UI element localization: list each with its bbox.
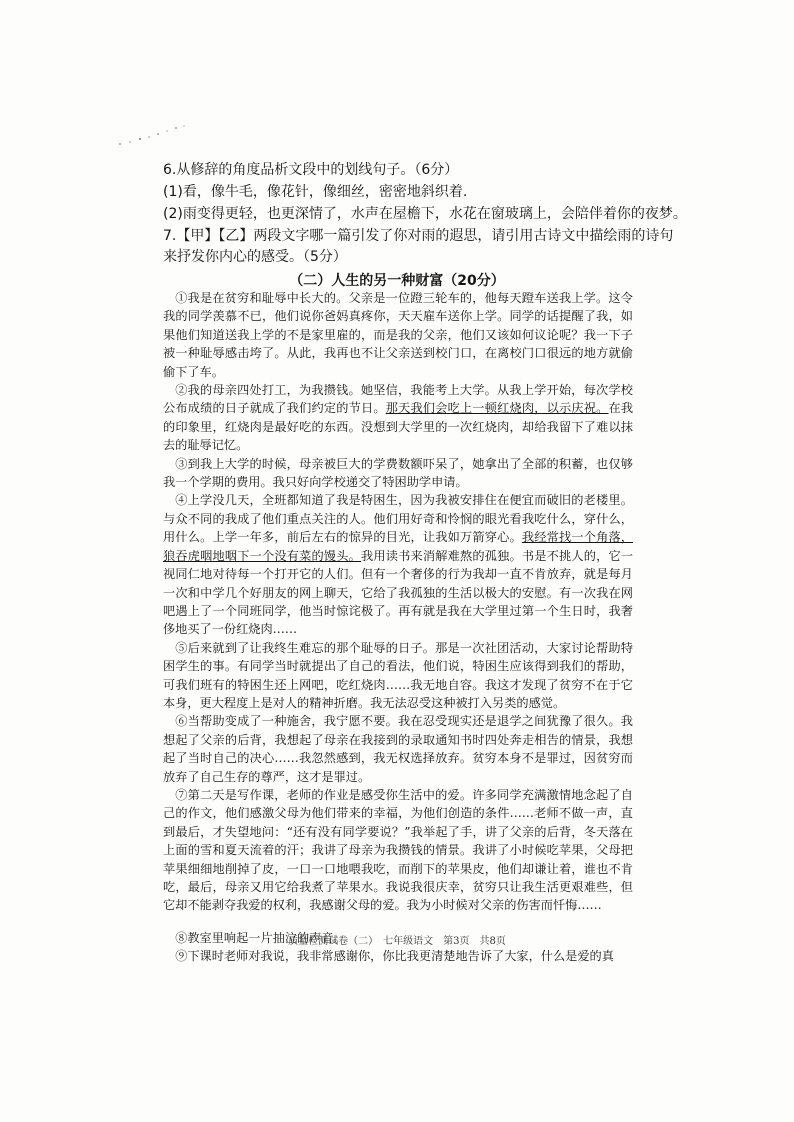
paragraph-7: ⑦第二天是写作课，老师的作业是感受你生活中的爱。许多同学充满激情地念起了自己的作文，他们感激父母为他们带来的幸福，为他们创造的条件……老师不做一声，直到最后，才失望地问：“还有没有同学要说？”我举起了手，讲了父亲的后背，冬天落在上面的雪和夏天流着的汗；我讲了母亲为我攒钱的情景。我讲了小时候吃苹果，父母把苹果细细地削掉了皮，一口一口地喂我吃，而削下的苹果皮，他们却谦让着，谁也不肯吃，最后，母亲又用它给我煮了苹果水。我说我很庆幸，贫穷只让我生活更艰难些，但它却不能剥夺我爱的权利，我感谢父母的爱。我为小时候对父亲的伤害而忏悔…… [163,787,633,913]
paragraph-5: ⑤后来就到了让我终生难忘的那个耻辱的日子。那是一次社团活动，大家讨论帮助特困学生的事。有同学当时就提出了自己的看法，他们说，特困生应该得到我们的帮助，可我们班有的特困生还上网吧，吃红烧肉……我无地自容。我这才发现了贫穷不在于它本身，更大程度上是对人的精神折磨。我无法忍受这种被打入另类的感觉。 [163,640,633,710]
paragraph-1: ①我是在贫穷和耻辱中长大的。父亲是一位蹬三轮车的，他每天蹬车送我上学。这令我的同学羡慕不已，他们说你爸妈真疼你，天天雇车送你上学。同学的话提醒了我，如果他们知道送我上学的不是家里雇的，而是我的父亲，他们又该如何议论呢？我一下子被一种耻辱感击垮了。从此，我再也不让父亲送到校门口，在离校门口很远的地方就偷偷下了车。 [163,291,633,379]
underlined-sentence-2: 我经常找一个角落，狼吞虎咽地咽下一个没有菜的馒头。 [163,530,634,563]
paragraph-3: ③到我上大学的时候，母亲被巨大的学费数额吓呆了，她拿出了全部的积蓄，也仅够我一个学期的费用。我只好向学校递交了特困助学申请。 [163,456,633,490]
question-6-title: 6.从修辞的角度品析文段中的划线句子。（6分） [163,162,459,178]
paragraph-2 [163,381,633,455]
question-6-item-2: (2)雨变得更轻，也更深情了，水声在屋檐下，水花在窗玻璃上，会陪伴着你的夜梦。 [163,206,687,222]
underlined-sentence-1: 那天我们会吃上一顿红烧肉，以示庆祝。 [385,401,609,416]
paragraph-6: ⑥当帮助变成了一种施舍，我宁愿不要。我在忍受现实还是退学之间犹豫了很久。我想起了父亲的后背，我想起了母亲在我接到的录取通知书时四处奔走相告的情景，我想起了当时自己的决心……我忽然感到，我无权选择放弃。贫穷本身不是罪过，因贫穷而放弃了自己生存的尊严，这才是罪过。 [163,714,633,784]
paragraph-4-text-a: ④上学没几天，全班都知道了我是特困生，因为我被安排住在便宜而破旧的老楼里。与众不同的我成了他们重点关注的人。他们用好奇和怜悯的眼光看我吃什么，穿什么，用什么。上学一年多，前后左右的惊异的目光，让我如万箭穿心。 [163,493,633,545]
paragraph-4-text-b: 我用读书来消解难熬的孤独。书是不挑人的，它一视同仁地对待每一个打开它的人们。但有一个奢侈的行为我却一直不肯放弃，就是每月一次和中学几个好朋友的网上聊天，它给了我孤独的生活以极大的安慰。有一次我在网吧遇上了一个同班同学，他当时惊诧极了。再有就是我在大学里过第一个生日时，我奢侈地买了一份红烧肉…… [163,548,634,637]
paragraph-8: ⑧教室里响起一片抽泣的声音。 [175,930,346,945]
reading-passage [163,289,633,966]
paragraph-2-text-a: ②我的母亲四处打工，为我攒钱。她坚信，我能考上大学。从我上学开始，每次学校公布成绩的日子就成了我们约定的节日。 [163,383,633,416]
paragraph-9: ⑨下课时老师对我说，我非常感谢你，你比我更清楚地告诉了大家，什么是爱的真 [175,949,614,964]
page-footer: 质量检测试卷（二） 七年级语文 第3页 共8页 [288,936,506,947]
paragraph-4 [163,491,633,638]
scan-smudge [112,122,192,152]
question-7-line-2: 来抒发你内心的感受。（5分） [163,249,347,265]
question-6-item-1: (1)看，像牛毛，像花针，像细丝，密密地斜织着. [163,184,468,200]
question-7-line-1: 7.【甲】【乙】两段文字哪一篇引发了你对雨的遐思，请引用古诗文中描绘雨的诗句 [163,228,674,244]
paragraph-2-text-b: 在我的印象里，红烧肉是最好吃的东西。没想到大学里的一次红烧肉，却给我留下了难以抹去的耻辱记忆。 [163,401,634,453]
section-title: （二）人生的另一种财富（20分） [289,273,505,289]
